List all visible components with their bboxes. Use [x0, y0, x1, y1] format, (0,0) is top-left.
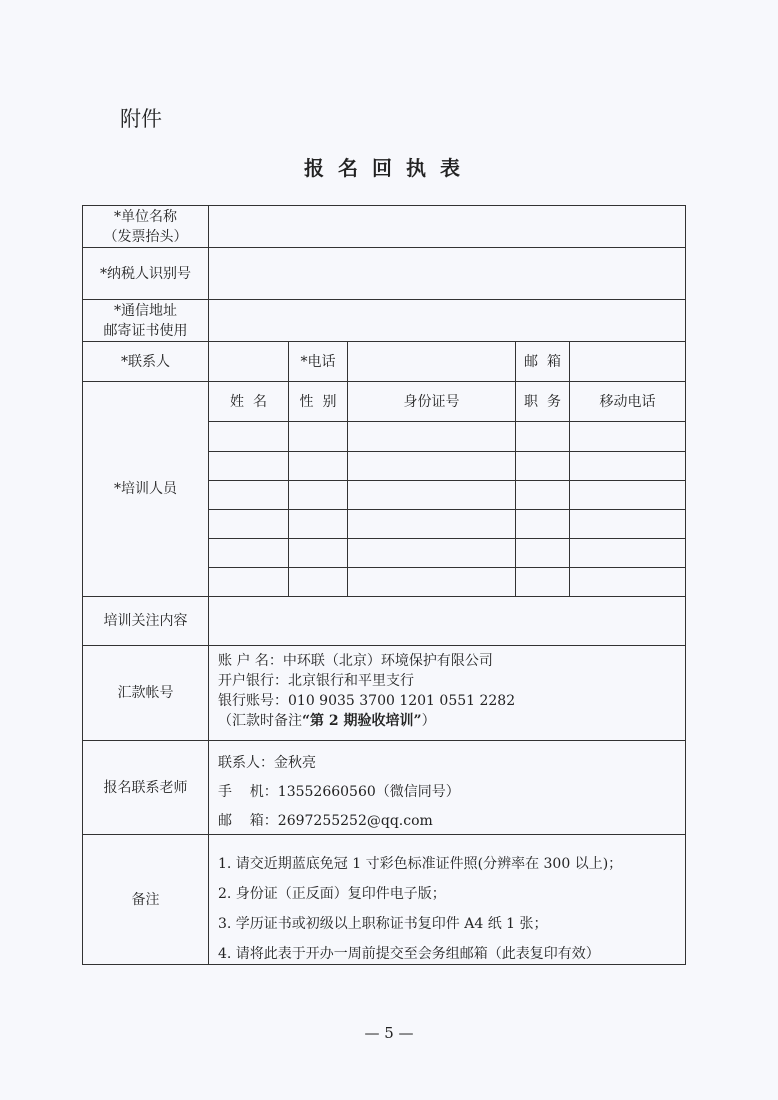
label-email: 邮 箱 — [515, 341, 570, 382]
remark-item: 1. 请交近期蓝底免冠 1 寸彩色标准证件照(分辨率在 300 以上)； — [218, 856, 623, 872]
field-taxpayer-id[interactable] — [208, 247, 686, 300]
trainee-cell[interactable] — [288, 480, 348, 510]
page-number: — 5 — — [364, 1024, 414, 1042]
field-phone[interactable] — [347, 341, 516, 382]
label-remit: 汇款帐号 — [82, 645, 209, 741]
registration-form — [82, 205, 686, 965]
trainee-cell[interactable] — [347, 451, 516, 481]
trainee-cell[interactable] — [347, 480, 516, 510]
teacher-email: 邮 箱：2697255252@qq.com — [218, 813, 433, 829]
trainee-cell[interactable] — [208, 509, 289, 539]
trainee-cell[interactable] — [208, 538, 289, 568]
remit-note — [218, 711, 685, 731]
trainee-cell[interactable] — [515, 480, 570, 510]
trainee-cell[interactable] — [515, 421, 570, 452]
label-phone: *电话 — [288, 341, 348, 382]
trainee-cell[interactable] — [288, 538, 348, 568]
remit-note-suffix: ） — [421, 713, 436, 729]
trainee-cell[interactable] — [347, 567, 516, 597]
attachment-label: 附件 — [120, 107, 162, 131]
trainee-cell[interactable] — [347, 538, 516, 568]
teacher-phone: 手 机：13552660560（微信同号） — [218, 784, 460, 800]
remark-item: 4. 请将此表于开办一周前提交至会务组邮箱（此表复印有效） — [218, 946, 600, 962]
label-contact: *联系人 — [82, 341, 209, 382]
label-teacher: 报名联系老师 — [82, 740, 209, 835]
remarks-info — [208, 834, 686, 965]
header-position: 职 务 — [515, 381, 570, 422]
trainee-cell[interactable] — [208, 567, 289, 597]
remark-item: 3. 学历证书或初级以上职称证书复印件 A4 纸 1 张； — [218, 916, 548, 932]
label-trainees: *培训人员 — [82, 381, 209, 597]
trainee-cell[interactable] — [515, 567, 570, 597]
field-email[interactable] — [569, 341, 686, 382]
label-focus: 培训关注内容 — [82, 596, 209, 646]
label-unit-name: *单位名称 （发票抬头） — [82, 205, 209, 248]
trainee-cell[interactable] — [288, 451, 348, 481]
trainee-cell[interactable] — [208, 421, 289, 452]
trainee-cell[interactable] — [515, 451, 570, 481]
label-remarks: 备注 — [82, 834, 209, 965]
label-address: *通信地址 邮寄证书使用 — [82, 299, 209, 342]
trainee-cell[interactable] — [288, 567, 348, 597]
trainee-cell[interactable] — [569, 480, 686, 510]
remit-note-prefix: （汇款时备注 — [218, 713, 302, 729]
remit-account-number: 银行账号：010 9035 3700 1201 0551 2282 — [218, 693, 516, 709]
header-id-number: 身份证号 — [347, 381, 516, 422]
form-title: 报名回执表 — [304, 156, 474, 180]
field-unit-name[interactable] — [208, 205, 686, 248]
header-mobile: 移动电话 — [569, 381, 686, 422]
field-address[interactable] — [208, 299, 686, 342]
trainee-cell[interactable] — [347, 421, 516, 452]
teacher-info — [208, 740, 686, 835]
trainee-cell[interactable] — [569, 451, 686, 481]
remit-info — [208, 645, 686, 741]
field-focus[interactable] — [208, 596, 686, 646]
remit-account-name: 账 户 名：中环联（北京）环境保护有限公司 — [218, 653, 493, 669]
remit-note-bold: “第 2 期验收培训” — [302, 713, 422, 729]
label-taxpayer-id: *纳税人识别号 — [82, 247, 209, 300]
field-contact[interactable] — [208, 341, 289, 382]
trainee-cell[interactable] — [288, 509, 348, 539]
trainee-cell[interactable] — [569, 509, 686, 539]
trainee-cell[interactable] — [569, 421, 686, 452]
trainee-cell[interactable] — [515, 509, 570, 539]
teacher-contact: 联系人：金秋亮 — [218, 755, 316, 771]
trainee-cell[interactable] — [569, 567, 686, 597]
trainee-cell[interactable] — [288, 421, 348, 452]
header-name: 姓 名 — [208, 381, 289, 422]
trainee-cell[interactable] — [515, 538, 570, 568]
trainee-cell[interactable] — [347, 509, 516, 539]
remit-bank: 开户银行：北京银行和平里支行 — [218, 673, 414, 689]
trainee-cell[interactable] — [208, 451, 289, 481]
header-gender: 性 别 — [288, 381, 348, 422]
remark-item: 2. 身份证（正反面）复印件电子版； — [218, 886, 446, 902]
trainee-cell[interactable] — [208, 480, 289, 510]
trainee-cell[interactable] — [569, 538, 686, 568]
